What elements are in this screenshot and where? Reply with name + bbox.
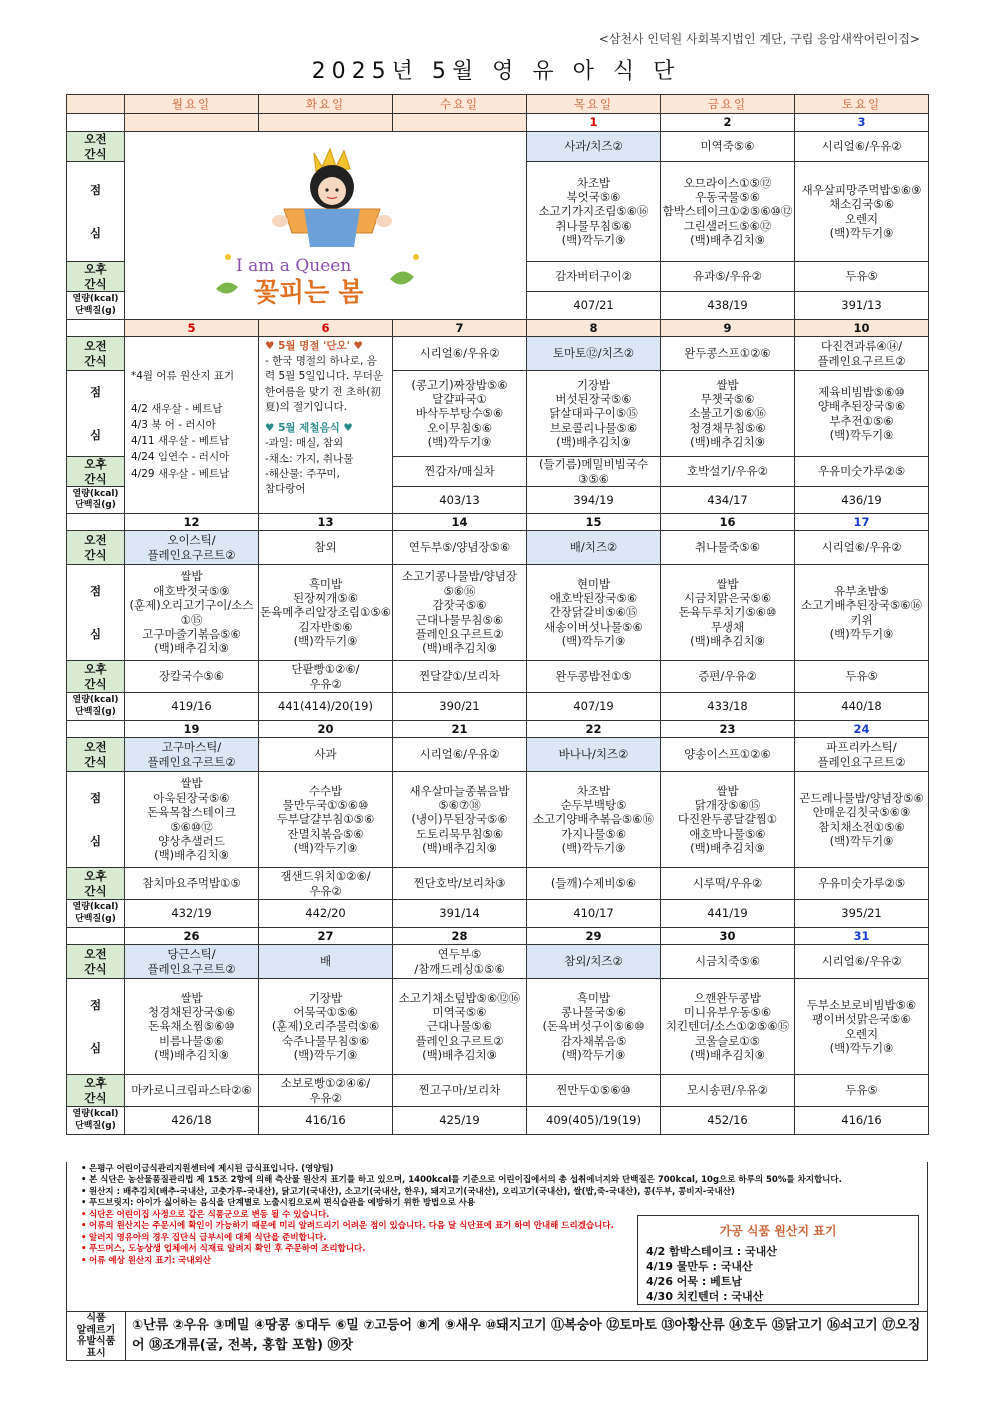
pm-snack-cell: 찐감자/매실차 bbox=[393, 457, 527, 487]
spring-illustration bbox=[125, 132, 527, 320]
week4-dates bbox=[67, 721, 929, 738]
kcal-cell: 433/18 bbox=[661, 693, 795, 721]
note-item: • 원산지 : 배추김치(배추-국내산, 고춧가루-국내산), 닭고기(국내산), 소고기(국내산, 한우), 돼지고기(국내산), 오리고기(국내산), 쌀(밥,죽-국내산), 콩(두부, 콩비지-국내산) bbox=[81, 1187, 927, 1198]
date-cell: 9 bbox=[661, 320, 795, 337]
lunch-cell: 오므라이스①⑤⑫ 우동국물⑤⑥ 함박스테이크①②⑤⑥⑩⑫ 그린샐러드⑤⑥⑫ (백)배추김치⑨ bbox=[661, 162, 795, 262]
lunch-cell: 기장밥 버섯된장국⑤⑥ 닭살대파구이⑤⑮ 브로콜리나물⑤⑥ (백)배추김치⑨ bbox=[527, 371, 661, 457]
origin-item: 4/26 어묵 : 베트남 bbox=[646, 1274, 742, 1288]
lunch-cell: 곤드레나물밥/양념장⑤⑥ 안매운김칫국⑤⑥⑨ 참치채소전①⑤⑥ (백)깍두기⑨ bbox=[795, 772, 929, 868]
label-lunch: 점 심 bbox=[67, 979, 125, 1075]
kcal-cell: 403/13 bbox=[393, 487, 527, 514]
kcal-cell: 436/19 bbox=[795, 487, 929, 514]
pm-snack-cell: 증편/우유② bbox=[661, 661, 795, 693]
date-cell: 5 bbox=[125, 320, 259, 337]
origin-box-title: 가공 식품 원산지 표기 bbox=[719, 1224, 837, 1238]
am-snack-cell: 시리얼⑥/우유② bbox=[393, 337, 527, 371]
am-snack-cell: 토마토⑫/치즈② bbox=[527, 337, 661, 371]
week2-dates bbox=[67, 320, 929, 337]
am-snack-cell: 사과 bbox=[259, 738, 393, 772]
kcal-cell: 409(405)/19(19) bbox=[527, 1107, 661, 1135]
kcal-cell: 452/16 bbox=[661, 1107, 795, 1135]
kcal-cell: 407/21 bbox=[527, 292, 661, 320]
am-snack-cell: 배 bbox=[259, 945, 393, 979]
page-title: 2025년 5월 영 유 아 식 단 bbox=[311, 59, 681, 84]
day-fri: 금요일 bbox=[661, 95, 795, 114]
kcal-cell: 416/16 bbox=[259, 1107, 393, 1135]
label-pm-snack: 오후 간식 bbox=[67, 661, 125, 693]
lunch-cell: 새우살마늘종볶음밥⑤⑥⑦⑱ (냉이)무된장국⑤⑥ 도토리묵무침⑤⑥ (백)배추김치⑨ bbox=[393, 772, 527, 868]
am-snack-cell: 시리얼⑥/우유② bbox=[393, 738, 527, 772]
date-cell: 30 bbox=[661, 928, 795, 945]
pm-snack-cell: 단팥빵①②⑥/ 우유② bbox=[259, 661, 393, 693]
am-snack-cell: 연두부⑤/양념장⑤⑥ bbox=[393, 531, 527, 565]
kcal-cell: 394/19 bbox=[527, 487, 661, 514]
pm-snack-cell: (들깨)수제비⑤⑥ bbox=[527, 868, 661, 900]
pm-snack-cell: 유과⑤/우유② bbox=[661, 262, 795, 292]
kcal-cell: 407/19 bbox=[527, 693, 661, 721]
lunch-cell: 쌀밥 닭개장⑤⑥⑮ 다진완두콩달걀찜① 애호박나물⑤⑥ (백)배추김치⑨ bbox=[661, 772, 795, 868]
label-kcal: 열량(kcal) 단백질(g) bbox=[67, 1107, 125, 1135]
date-cell: 19 bbox=[125, 721, 259, 738]
note-item: • 은평구 어린이급식관리지원센터에 제시된 급식표입니다. (영양팀) bbox=[81, 1164, 927, 1175]
pm-snack-cell: 호박설기/우유② bbox=[661, 457, 795, 487]
date-cell: 2 bbox=[661, 114, 795, 132]
lunch-cell: 으깬완두콩밥 미니유부우동⑤⑥ 치킨텐더/소스①②⑤⑥⑮ 코울슬로①⑤ (백)배추김치⑨ bbox=[661, 979, 795, 1075]
date-cell: 22 bbox=[527, 721, 661, 738]
kcal-cell: 391/14 bbox=[393, 900, 527, 928]
label-kcal: 열량(kcal) 단백질(g) bbox=[67, 292, 125, 320]
label-am-snack: 오전 간식 bbox=[67, 945, 125, 979]
allergy-label: 식품 알레르기 유발식품 표시 bbox=[67, 1312, 126, 1360]
date-cell: 28 bbox=[393, 928, 527, 945]
lunch-cell: 두부소보로비빔밥⑤⑥ 팽이버섯맑은국⑤⑥ 오렌지 (백)깍두기⑨ bbox=[795, 979, 929, 1075]
note-item: • 어류의 원산지는 주문시에 확인이 가능하기 때문에 미리 알려드리기 어려운 점이 있습니다. 다음 달 식단표에 표기 하여 안내해 드리겠습니다. bbox=[81, 1221, 629, 1232]
date-cell: 7 bbox=[393, 320, 527, 337]
day-header-row bbox=[67, 95, 929, 114]
am-snack-cell: 사과/치즈② bbox=[527, 132, 661, 162]
kcal-cell: 442/20 bbox=[259, 900, 393, 928]
pm-snack-cell: 장칼국수⑤⑥ bbox=[125, 661, 259, 693]
date-cell: 21 bbox=[393, 721, 527, 738]
pm-snack-cell: 참치마요주먹밥①⑤ bbox=[125, 868, 259, 900]
pm-snack-cell: 두유⑤ bbox=[795, 661, 929, 693]
pm-snack-cell: 감자버터구이② bbox=[527, 262, 661, 292]
am-snack-cell: 시금치죽⑤⑥ bbox=[661, 945, 795, 979]
am-snack-cell: 연두부⑤ /참깨드레싱①⑤⑥ bbox=[393, 945, 527, 979]
kcal-cell: 434/17 bbox=[661, 487, 795, 514]
am-snack-cell: 미역죽⑤⑥ bbox=[661, 132, 795, 162]
date-cell: 31 bbox=[795, 928, 929, 945]
kcal-cell: 426/18 bbox=[125, 1107, 259, 1135]
am-snack-cell: 다진견과류④⑭/ 플레인요구르트② bbox=[795, 337, 929, 371]
label-lunch: 점 심 bbox=[67, 371, 125, 457]
kcal-cell: 441/19 bbox=[661, 900, 795, 928]
lunch-cell: 유부초밥⑤ 소고기배추된장국⑤⑥⑯ 키위 (백)깍두기⑨ bbox=[795, 565, 929, 661]
pm-snack-cell: 시루떡/우유② bbox=[661, 868, 795, 900]
dano-note: ♥ 5월 명절 '단오' ♥ - 한국 명절의 하나로, 음력 5월 5일입니다. 무더운 한여름을 맞기 전 초하(初夏)의 절기입니다. ♥ 5월 제철음식 ♥ -과일: 매실, 참외 -채소: 가지, 취나물 -해산물: 주꾸미, 참다랑어 bbox=[259, 337, 393, 514]
kcal-cell: 438/19 bbox=[661, 292, 795, 320]
am-snack-cell: 오이스틱/ 플레인요구르트② bbox=[125, 531, 259, 565]
note-item: • 어류 예상 원산지 표기: 국내외산 bbox=[81, 1256, 629, 1267]
day-tue: 화요일 bbox=[259, 95, 393, 114]
lunch-cell: 수수밥 물만두국①⑤⑥⑩ 두부달걀부침①⑤⑥ 잔멸치볶음⑤⑥ (백)깍두기⑨ bbox=[259, 772, 393, 868]
date-cell: 8 bbox=[527, 320, 661, 337]
label-kcal: 열량(kcal) 단백질(g) bbox=[67, 693, 125, 721]
am-snack-cell: 취나물죽⑤⑥ bbox=[661, 531, 795, 565]
date-cell: 10 bbox=[795, 320, 929, 337]
kcal-cell: 425/19 bbox=[393, 1107, 527, 1135]
label-lunch: 점 심 bbox=[67, 565, 125, 661]
date-cell: 15 bbox=[527, 514, 661, 531]
label-am-snack: 오전 간식 bbox=[67, 738, 125, 772]
lunch-cell: 쌀밥 청경채된장국⑤⑥ 돈육채소찜⑤⑥⑩ 비름나물⑤⑥ (백)배추김치⑨ bbox=[125, 979, 259, 1075]
notes-section bbox=[66, 1162, 928, 1312]
pm-snack-cell: 찐단호박/보리차③ bbox=[393, 868, 527, 900]
week1-dates bbox=[67, 114, 929, 132]
kcal-cell: 391/13 bbox=[795, 292, 929, 320]
lunch-cell: 흑미밥 콩나물국⑤⑥ (돈육버섯구이⑤⑥⑩ 감자채볶음⑤ (백)깍두기⑨ bbox=[527, 979, 661, 1075]
label-am-snack: 오전 간식 bbox=[67, 337, 125, 371]
label-pm-snack: 오후 간식 bbox=[67, 868, 125, 900]
lunch-cell: (콩고기)짜장밥⑤⑥ 달걀파국① 바삭두부탕수⑤⑥ 오이무침⑤⑥ (백)깍두기⑨ bbox=[393, 371, 527, 457]
pm-snack-cell: 두유⑤ bbox=[795, 262, 929, 292]
lunch-cell: 소고기채소덮밥⑤⑥⑫⑯ 미역국⑤⑥ 근대나물⑤⑥ 플레인요구르트② (백)배추김치⑨ bbox=[393, 979, 527, 1075]
caption-bottom: 꽃피는 봄 bbox=[253, 277, 364, 308]
am-snack-cell: 당근스틱/ 플레인요구르트② bbox=[125, 945, 259, 979]
origin-item: 4/2 함박스테이크 : 국내산 bbox=[646, 1245, 777, 1258]
day-sat: 토요일 bbox=[795, 95, 929, 114]
label-pm-snack: 오후 간식 bbox=[67, 262, 125, 292]
menu-table bbox=[66, 94, 929, 1135]
note-item: • 푸드머스, 도농상생 업체에서 식재료 알려지 확인 후 주문하여 조리합니다. bbox=[81, 1244, 629, 1255]
lunch-cell: 기장밥 어묵국①⑤⑥ (훈제)오리주물럭⑤⑥ 숙주나물무침⑤⑥ (백)깍두기⑨ bbox=[259, 979, 393, 1075]
origin-item: 4/30 치킨텐더 : 국내산 bbox=[646, 1289, 764, 1303]
date-cell: 27 bbox=[259, 928, 393, 945]
kcal-cell: 440/18 bbox=[795, 693, 929, 721]
processed-food-origin-box bbox=[637, 1215, 919, 1305]
fish-origin-note: *4월 어류 원산지 표기 4/2 새우살 - 베트남 4/3 북 어 - 러시아 4/11 새우살 - 베트남 4/24 임연수 - 러시아 4/29 새우살 - 베트남 bbox=[125, 337, 259, 514]
lunch-cell: 쌀밥 시금치맑은국⑤⑥ 돈육두루치기⑤⑥⑩ 무생채 (백)배추김치⑨ bbox=[661, 565, 795, 661]
lunch-cell: 소고기콩나물밥/양념장⑤⑥⑯ 감잣국⑤⑥ 근대나물무침⑤⑥ 플레인요구르트② (백)배추김치⑨ bbox=[393, 565, 527, 661]
label-am-snack: 오전 간식 bbox=[67, 531, 125, 565]
am-snack-cell: 시리얼⑥/우유② bbox=[795, 945, 929, 979]
pm-snack-cell: (들기름)메밀비빔국수③⑤⑥ bbox=[527, 457, 661, 487]
kcal-cell: 416/16 bbox=[795, 1107, 929, 1135]
date-cell: 1 bbox=[527, 114, 661, 132]
pm-snack-cell: 잼샌드위치①②⑥/ 우유② bbox=[259, 868, 393, 900]
pm-snack-cell: 찐고구마/보리차 bbox=[393, 1075, 527, 1107]
date-cell: 6 bbox=[259, 320, 393, 337]
day-wed: 수요일 bbox=[393, 95, 527, 114]
am-snack-cell: 고구마스틱/ 플레인요구르트② bbox=[125, 738, 259, 772]
lunch-cell: 쌀밥 무챗국⑤⑥ 소불고기⑤⑥⑯ 청경채무침⑤⑥ (백)배추김치⑨ bbox=[661, 371, 795, 457]
kcal-cell: 395/21 bbox=[795, 900, 929, 928]
date-cell: 26 bbox=[125, 928, 259, 945]
label-pm-snack: 오후 간식 bbox=[67, 1075, 125, 1107]
lunch-cell: 쌀밥 아욱된장국⑤⑥ 돈육목찹스테이크⑤⑥⑩⑫ 양상추샐러드 (백)배추김치⑨ bbox=[125, 772, 259, 868]
lunch-cell: 쌀밥 애호박젓국⑤⑨ (훈제)오리고기구이/소스①⑮ 고구마줄기볶음⑤⑥ (백)배추김치⑨ bbox=[125, 565, 259, 661]
date-cell: 13 bbox=[259, 514, 393, 531]
date-cell: 20 bbox=[259, 721, 393, 738]
lunch-cell: 차조밥 순두부백탕⑤ 소고기양배추볶음⑤⑥⑯ 가지나물⑤⑥ (백)깍두기⑨ bbox=[527, 772, 661, 868]
queen-girl-illustration bbox=[176, 139, 476, 309]
am-snack-cell: 바나나/치즈② bbox=[527, 738, 661, 772]
date-cell: 16 bbox=[661, 514, 795, 531]
note-item: • 식단은 어린이집 사정으로 같은 식품군으로 변동 될 수 있습니다. bbox=[81, 1210, 629, 1221]
pm-snack-cell: 모시송편/우유② bbox=[661, 1075, 795, 1107]
kcal-cell: 390/21 bbox=[393, 693, 527, 721]
pm-snack-cell: 우유미숫가루②⑤ bbox=[795, 868, 929, 900]
origin-item: 4/19 물만두 : 국내산 bbox=[646, 1259, 753, 1273]
am-snack-cell: 파프리카스틱/ 플레인요구르트② bbox=[795, 738, 929, 772]
day-mon: 월요일 bbox=[125, 95, 259, 114]
am-snack-cell: 양송이스프①②⑥ bbox=[661, 738, 795, 772]
date-cell: 23 bbox=[661, 721, 795, 738]
kcal-cell: 419/16 bbox=[125, 693, 259, 721]
note-item: • 본 식단은 농산물품질관리법 제 15조 2항에 의해 측산물 원산지 표기를 하고 있으며, 1400kcal를 기준으로 어린이집에서의 총 섭취에너지와 단백질은 700kcal, 10g으로 하루의 50%를 차지합니다. bbox=[81, 1175, 927, 1186]
label-pm-snack: 오후 간식 bbox=[67, 457, 125, 487]
date-cell: 12 bbox=[125, 514, 259, 531]
am-snack-cell: 배/치즈② bbox=[527, 531, 661, 565]
note-item: • 알러지 영유아의 경우 집단식 급부시에 대체 식단을 준비합니다. bbox=[81, 1233, 629, 1244]
label-kcal: 열량(kcal) 단백질(g) bbox=[67, 900, 125, 928]
lunch-cell: 새우살피망주먹밥⑤⑥⑨ 채소김국⑤⑥ 오렌지 (백)깍두기⑨ bbox=[795, 162, 929, 262]
label-am-snack: 오전 간식 bbox=[67, 132, 125, 162]
lunch-cell: 현미밥 애호박된장국⑤⑥ 간장닭갈비⑤⑥⑮ 새송이버섯나물⑤⑥ (백)깍두기⑨ bbox=[527, 565, 661, 661]
pm-snack-cell: 우유미숫가루②⑤ bbox=[795, 457, 929, 487]
am-snack-cell: 참외 bbox=[259, 531, 393, 565]
lunch-cell: 제육비빔밥⑤⑥⑩ 양배추된장국⑤⑥ 부추전①⑤⑥ (백)깍두기⑨ bbox=[795, 371, 929, 457]
day-thu: 목요일 bbox=[527, 95, 661, 114]
date-cell: 17 bbox=[795, 514, 929, 531]
pm-snack-cell: 마카로니크림파스타②⑥ bbox=[125, 1075, 259, 1107]
week3-dates bbox=[67, 514, 929, 531]
caption-top: I am a Queen bbox=[235, 255, 351, 276]
am-snack-cell: 완두콩스프①②⑥ bbox=[661, 337, 795, 371]
am-snack-cell: 시리얼⑥/우유② bbox=[795, 132, 929, 162]
pm-snack-cell: 찐달걀①/보리차 bbox=[393, 661, 527, 693]
pm-snack-cell: 찐만두①⑤⑥⑩ bbox=[527, 1075, 661, 1107]
note-item: • 푸드브릿지: 아이가 싫어하는 음식을 단계별로 노출시킴으로써 편식습관을 예방하기 위한 방법으로 사용 bbox=[81, 1198, 629, 1209]
date-cell: 29 bbox=[527, 928, 661, 945]
lunch-cell: 차조밥 북엇국⑤⑥ 소고기가지조림⑤⑥⑯ 취나물무침⑤⑥ (백)깍두기⑨ bbox=[527, 162, 661, 262]
am-snack-cell: 참외/치즈② bbox=[527, 945, 661, 979]
allergy-list: ①난류 ②우유 ③메밀 ④땅콩 ⑤대두 ⑥밀 ⑦고등어 ⑧게 ⑨새우 ⑩돼지고기 ⑪복숭아 ⑫토마토 ⑬아황산류 ⑭호두 ⑮닭고기 ⑯쇠고기 ⑰오징어 ⑱조개류(굴, 전복, 홍합 포함) ⑲잣 bbox=[132, 1318, 921, 1353]
kcal-cell: 432/19 bbox=[125, 900, 259, 928]
label-kcal: 열량(kcal) 단백질(g) bbox=[67, 487, 125, 514]
kcal-cell: 410/17 bbox=[527, 900, 661, 928]
pm-snack-cell: 소보로빵①②④⑥/ 우유② bbox=[259, 1075, 393, 1107]
date-cell: 3 bbox=[795, 114, 929, 132]
kcal-cell: 441(414)/20(19) bbox=[259, 693, 393, 721]
source-caption: <삼천사 인덕원 사회복지법인 계단, 구립 응암새싹어린이집> bbox=[598, 32, 920, 46]
week5-dates bbox=[67, 928, 929, 945]
lunch-cell: 흑미밥 된장찌개⑤⑥ 돈육메추리알장조림①⑤⑥ 김자반⑤⑥ (백)깍두기⑨ bbox=[259, 565, 393, 661]
pm-snack-cell: 완두콩밥전①⑤ bbox=[527, 661, 661, 693]
label-lunch: 점 심 bbox=[67, 162, 125, 262]
label-lunch: 점 심 bbox=[67, 772, 125, 868]
date-cell: 14 bbox=[393, 514, 527, 531]
date-cell: 24 bbox=[795, 721, 929, 738]
allergy-legend bbox=[66, 1311, 928, 1361]
pm-snack-cell: 두유⑤ bbox=[795, 1075, 929, 1107]
corner-cell bbox=[67, 95, 125, 114]
am-snack-cell: 시리얼⑥/우유② bbox=[795, 531, 929, 565]
